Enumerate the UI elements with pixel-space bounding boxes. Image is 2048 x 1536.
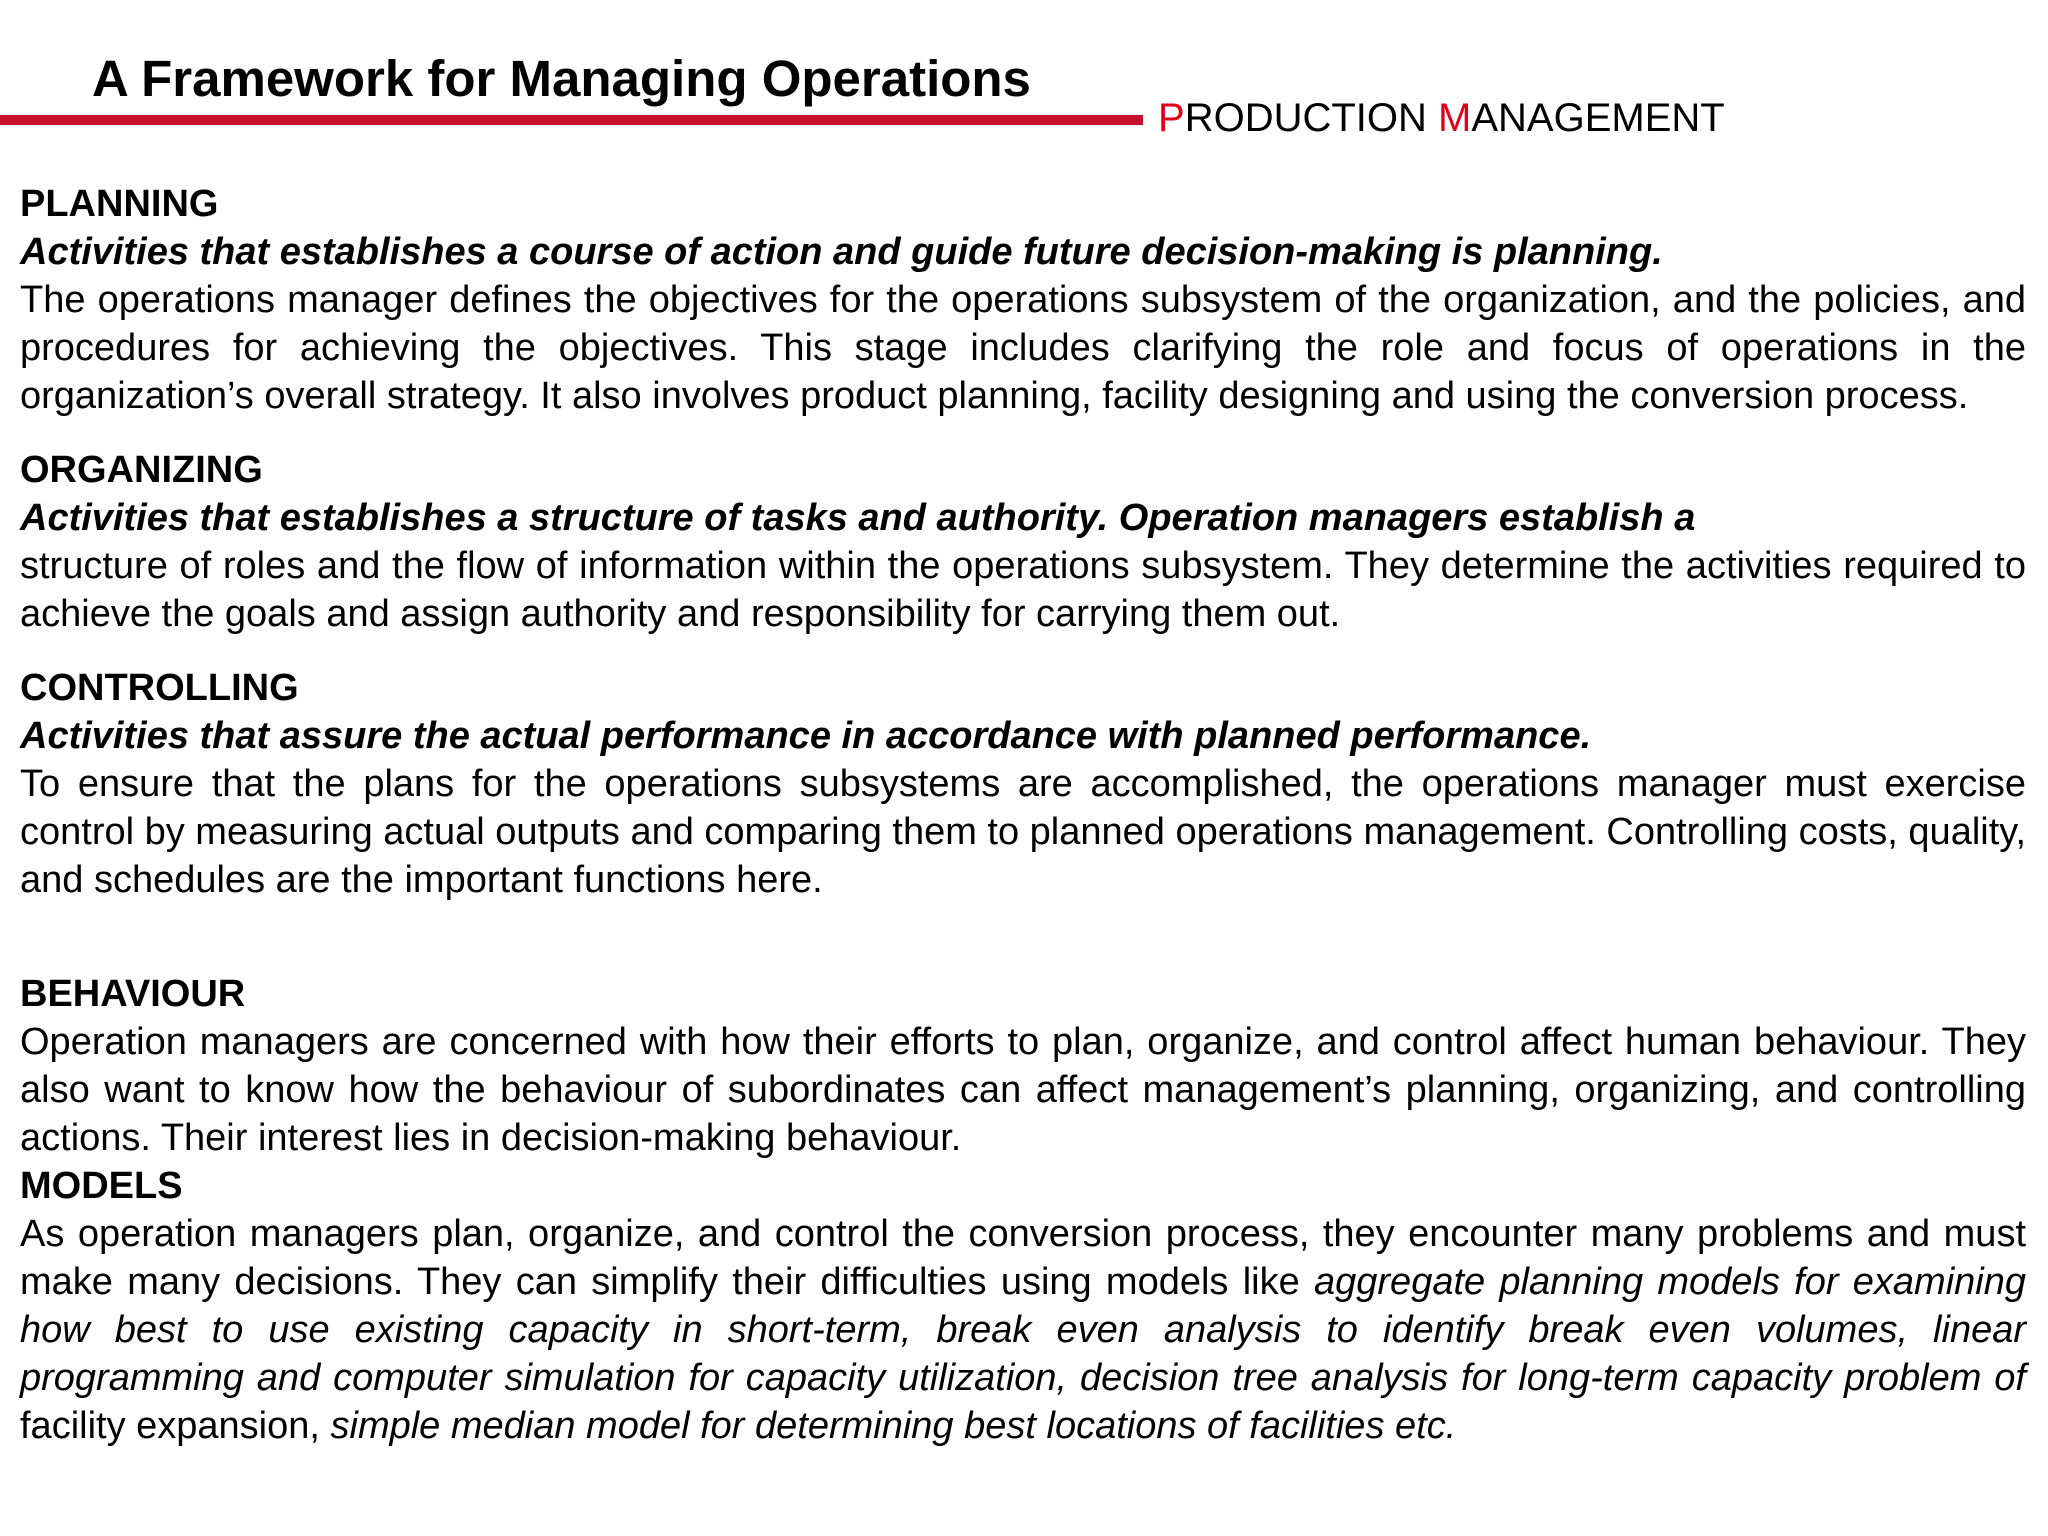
section-heading-controlling: CONTROLLING	[20, 667, 299, 709]
section-heading-models: MODELS	[20, 1165, 183, 1207]
section-lead-organizing: Activities that establishes a structure of tasks and authority. Operation managers establish a	[20, 497, 1696, 539]
section-lead-planning: Activities that establishes a course of action and guide future decision-making is planning.	[20, 231, 1663, 273]
brand-word-production: RODUCTION	[1184, 96, 1439, 140]
section-body-behaviour: Operation managers are concerned with how their efforts to plan, organize, and control affect human behaviour. They also want to know how the behaviour of subordinates can affect management’s planning, organizing, and controlling actions. Their interest lies in decision-making behaviour.	[20, 1021, 2026, 1159]
section-body-controlling: To ensure that the plans for the operations subsystems are accomplished, the operations manager must exercise control by measuring actual outputs and comparing them to planned operations management. Controlling costs, quality, and schedules are the important functions here.	[20, 763, 2027, 901]
slide-content	[20, 180, 2026, 1450]
brand-word-management: ANAGEMENT	[1471, 96, 1725, 140]
section-planning	[20, 180, 2026, 420]
section-behaviour	[20, 970, 2026, 1162]
section-organizing	[20, 446, 2026, 638]
section-controlling	[20, 664, 2026, 904]
section-lead-controlling: Activities that assure the actual performance in accordance with planned performance.	[20, 715, 1592, 757]
section-models	[20, 1162, 2026, 1450]
brand-label	[1158, 94, 1725, 142]
section-heading-organizing: ORGANIZING	[20, 449, 263, 491]
models-italic-part2: simple median model for determining best locations of facilities etc.	[330, 1405, 1457, 1447]
section-heading-planning: PLANNING	[20, 183, 219, 225]
models-text-part2: facility expansion,	[20, 1405, 331, 1447]
section-body-organizing: structure of roles and the flow of information within the operations subsystem. They determine the activities required to achieve the goals and assign authority and responsibility for carrying them out.	[20, 545, 2026, 635]
page-title: A Framework for Managing Operations	[92, 50, 1031, 107]
title-underline-divider	[0, 115, 1143, 125]
section-heading-behaviour: BEHAVIOUR	[20, 973, 246, 1015]
section-body-models	[20, 1210, 2026, 1450]
section-body-planning: The operations manager defines the objectives for the operations subsystem of the organization, and the policies, and procedures for achieving the objectives. This stage includes clarifying the role and focus of operations in the organization’s overall strategy. It also involves product planning, facility designing and using the conversion process.	[20, 279, 2026, 417]
brand-initial-p: P	[1158, 96, 1185, 140]
brand-initial-m: M	[1438, 96, 1472, 140]
models-text-part1: As operation managers plan, organize, and control the conversion process, they encounter many problems and must make many decisions. They can simplify their difficulties using models like	[20, 1213, 2026, 1303]
models-italic-part1: aggregate planning models for examining how best to use existing capacity in short-term, break even analysis to identify break even volumes, linear programming and computer simulation for capacity utilization, decision tree analysis for long-term capacity problem of	[20, 1261, 2026, 1399]
